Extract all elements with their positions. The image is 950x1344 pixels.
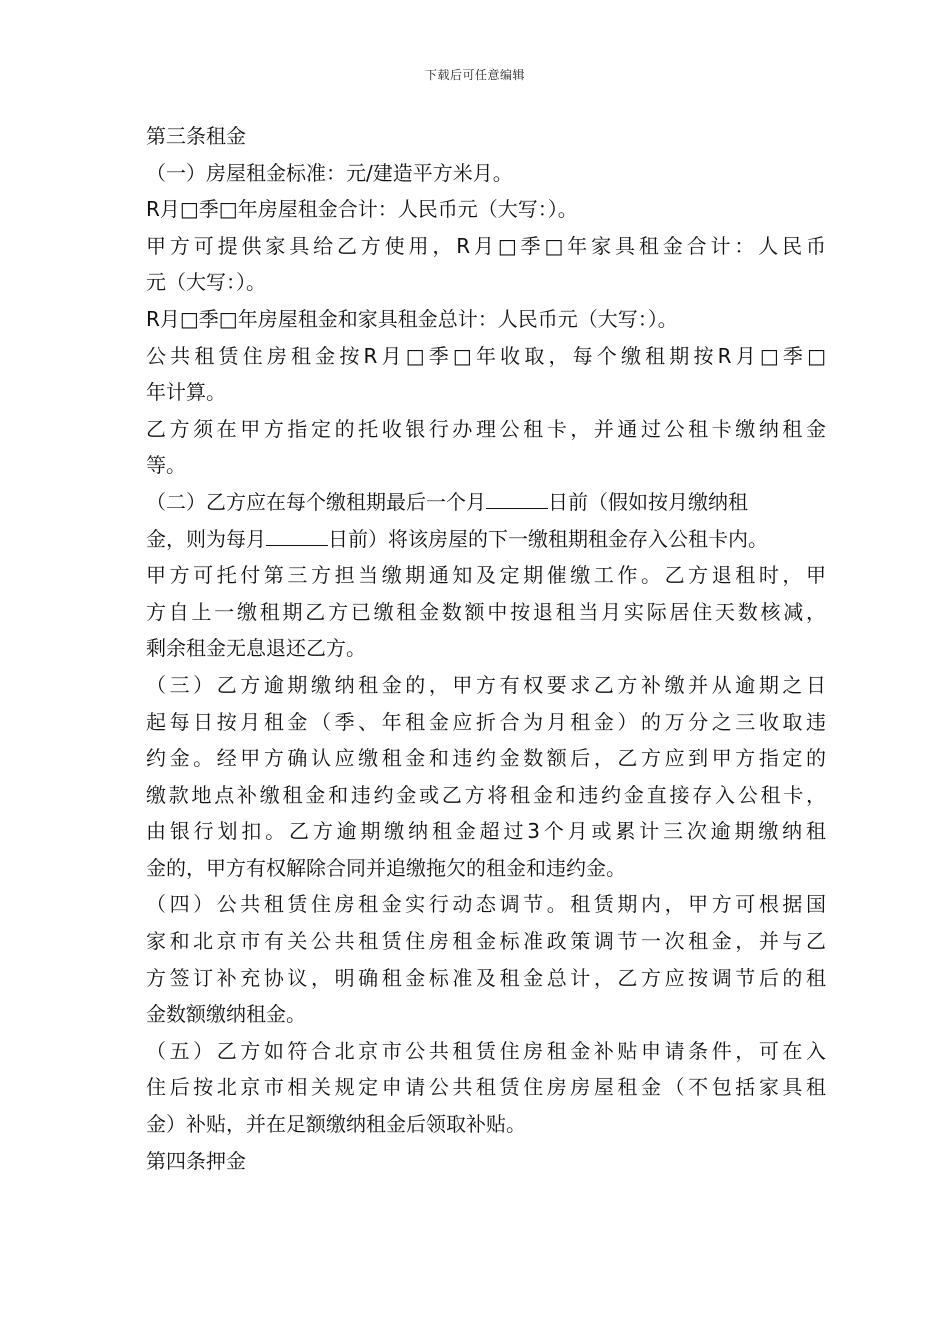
text-segment: 日前（假如按月缴纳租 <box>548 489 748 514</box>
paragraph-line: 金的，甲方有权解除合同并追缴拖欠的租金和违约金。 <box>146 855 626 880</box>
paragraph-line: 由银行划扣。乙方逾期缴纳租金超过3个月或累计三次逾期缴纳租 <box>146 819 826 844</box>
paragraph-line: 甲方可托付第三方担当缴期通知及定期催缴工作。乙方退租时，甲 <box>146 563 826 588</box>
paragraph-line: R月□季□年房屋租金和家具租金总计：人民币元（大写：）。 <box>146 306 678 331</box>
page-header: 下载后可任意编辑 <box>424 68 525 82</box>
paragraph-line: 公共租赁住房租金按R月□季□年收取，每个缴租期按R月□季□ <box>146 343 826 368</box>
paragraph-line: 甲方可提供家具给乙方使用，R月□季□年家具租金合计：人民币 <box>146 233 826 258</box>
paragraph-line: 缴款地点补缴租金和违约金或乙方将租金和违约金直接存入公租卡， <box>146 782 826 807</box>
paragraph-line: 方自上一缴租期乙方已缴租金数额中按退租当月实际居住天数核减， <box>146 599 826 624</box>
paragraph-line: 住后按北京市相关规定申请公共租赁住房房屋租金（不包括家具租 <box>146 1075 826 1100</box>
paragraph-line: 乙方须在甲方指定的托收银行办理公租卡，并通过公租卡缴纳租金 <box>146 416 826 441</box>
blank-underline <box>486 488 548 509</box>
paragraph-line: 剩余租金无息退还乙方。 <box>146 636 366 661</box>
paragraph-line: R月□季□年房屋租金合计：人民币元（大写：）。 <box>146 197 578 222</box>
paragraph-line: （四）公共租赁住房租金实行动态调节。租赁期内，甲方可根据国 <box>146 892 826 917</box>
paragraph-line: 等。 <box>146 453 186 478</box>
blank-underline <box>266 525 328 546</box>
paragraph-line: 家和北京市有关公共租赁住房租金标准政策调节一次租金，并与乙 <box>146 929 826 954</box>
paragraph-line: 起每日按月租金（季、年租金应折合为月租金）的万分之三收取违 <box>146 709 826 734</box>
paragraph-line: 年计算。 <box>146 380 226 405</box>
section-title: 第四条押金 <box>146 1148 246 1173</box>
paragraph-line: 金数额缴纳租金。 <box>146 1002 306 1027</box>
paragraph-line: 方签订补充协议，明确租金标准及租金总计，乙方应按调节后的租 <box>146 965 826 990</box>
paragraph-line: 元（大写：）。 <box>146 270 266 295</box>
paragraph-line: 金）补贴，并在足额缴纳租金后领取补贴。 <box>146 1112 526 1137</box>
paragraph-line: （五）乙方如符合北京市公共租赁住房租金补贴申请条件，可在入 <box>146 1038 826 1063</box>
paragraph-line <box>146 484 826 521</box>
text-segment: 日前）将该房屋的下一缴租期租金存入公租卡内。 <box>328 526 768 551</box>
paragraph-line: （一）房屋租金标准：元/建造平方米月。 <box>146 160 513 185</box>
text-segment: 金，则为每月 <box>146 526 266 551</box>
text-segment: （二）乙方应在每个缴租期最后一个月 <box>146 489 486 514</box>
section-title: 第三条租金 <box>146 124 246 148</box>
paragraph-line: 约金。经甲方确认应缴租金和违约金数额后，乙方应到甲方指定的 <box>146 746 826 771</box>
paragraph-line: （三）乙方逾期缴纳租金的，甲方有权要求乙方补缴并从逾期之日 <box>146 672 826 697</box>
paragraph-line <box>146 521 826 558</box>
document-body <box>146 118 826 1179</box>
